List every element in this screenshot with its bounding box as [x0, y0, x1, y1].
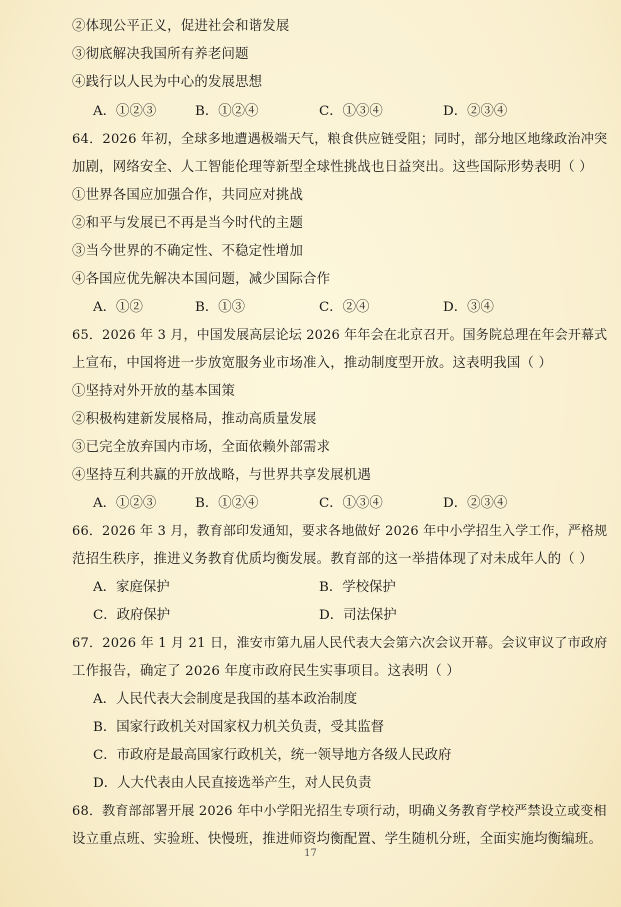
q67-stem-line-2: 工作报告，确定了 2026 年度市政府民生实事项目。这表明（ ） — [72, 664, 461, 679]
q65-item-1: ①坚持对外开放的基本国策 — [72, 384, 236, 399]
q63-item-4: ④践行以人民为中心的发展思想 — [72, 75, 263, 90]
q65-option-a: A．①②③ — [93, 496, 157, 511]
q66-option-b: B．学校保护 — [319, 580, 396, 595]
q65-option-d: D．②③④ — [443, 496, 508, 511]
q67-option-a: A．人民代表大会制度是我国的基本政治制度 — [93, 692, 358, 707]
q66-option-d: D．司法保护 — [319, 608, 397, 623]
q65-item-2: ②积极构建新发展格局，推动高质量发展 — [72, 412, 317, 427]
q65-option-b: B．①②④ — [195, 496, 259, 511]
q63-option-a: A．①②③ — [93, 104, 157, 119]
q66-stem-line-1: 66．2026 年 3 月，教育部印发通知，要求各地做好 2026 年中小学招生入学工作，严格规 — [72, 524, 608, 539]
q67-stem-line-1: 67．2026 年 1 月 21 日，淮安市第九届人民代表大会第六次会议开幕。会议审议了市政府 — [72, 636, 608, 651]
q65-stem-line-1: 65．2026 年 3 月，中国发展高层论坛 2026 年年会在北京召开。国务院总理在年会开幕式 — [72, 328, 608, 343]
q63-item-2: ②体现公平正义，促进社会和谐发展 — [72, 19, 290, 34]
q64-option-c: C．②④ — [319, 300, 370, 315]
q63-option-c: C．①③④ — [319, 104, 383, 119]
q66-option-c: C．政府保护 — [93, 608, 171, 623]
q64-item-2: ②和平与发展已不再是当今时代的主题 — [72, 216, 304, 231]
q67-option-c: C．市政府是最高国家行政机关，统一领导地方各级人民政府 — [93, 748, 452, 763]
q63-item-3: ③彻底解决我国所有养老问题 — [72, 47, 249, 62]
q65-item-3: ③已完全放弃国内市场，全面依赖外部需求 — [72, 440, 331, 455]
q63-option-b: B．①②④ — [195, 104, 259, 119]
q63-option-d: D．②③④ — [443, 104, 508, 119]
q68-stem-line-2: 设立重点班、实验班、快慢班，推进师资均衡配置、学生随机分班，全面实施均衡编班。 — [72, 832, 603, 847]
q65-option-c: C．①③④ — [319, 496, 383, 511]
q64-item-4: ④各国应优先解决本国问题，减少国际合作 — [72, 272, 331, 287]
q64-option-d: D．③④ — [443, 300, 494, 315]
page-number: 17 — [304, 848, 317, 859]
q64-stem-line-1: 64．2026 年初，全球多地遭遇极端天气，粮食供应链受阻；同时，部分地区地缘政治冲突 — [72, 132, 608, 147]
q64-option-b: B．①③ — [195, 300, 246, 315]
q64-stem-line-2: 加剧，网络安全、人工智能伦理等新型全球性挑战也日益突出。这些国际形势表明（ ） — [72, 160, 593, 175]
q67-option-b: B．国家行政机关对国家权力机关负责，受其监督 — [93, 720, 385, 735]
q64-option-a: A．①② — [93, 300, 143, 315]
q68-stem-line-1: 68．教育部部署开展 2026 年中小学阳光招生专项行动，明确义务教育学校严禁设立或变相 — [72, 804, 607, 819]
q66-option-a: A．家庭保护 — [93, 580, 170, 595]
q65-item-4: ④坚持互利共赢的开放战略，与世界共享发展机遇 — [72, 468, 371, 483]
q67-option-d: D．人大代表由人民直接选举产生，对人民负责 — [93, 776, 372, 791]
q64-item-1: ①世界各国应加强合作，共同应对挑战 — [72, 188, 304, 203]
q66-stem-line-2: 范招生秩序，推进义务教育优质均衡发展。教育部的这一举措体现了对未成年人的（ ） — [72, 552, 593, 567]
q64-item-3: ③当今世界的不确定性、不稳定性增加 — [72, 244, 304, 259]
q65-stem-line-2: 上宣布，中国将进一步放宽服务业市场准入，推动制度型开放。这表明我国（ ） — [72, 356, 553, 371]
